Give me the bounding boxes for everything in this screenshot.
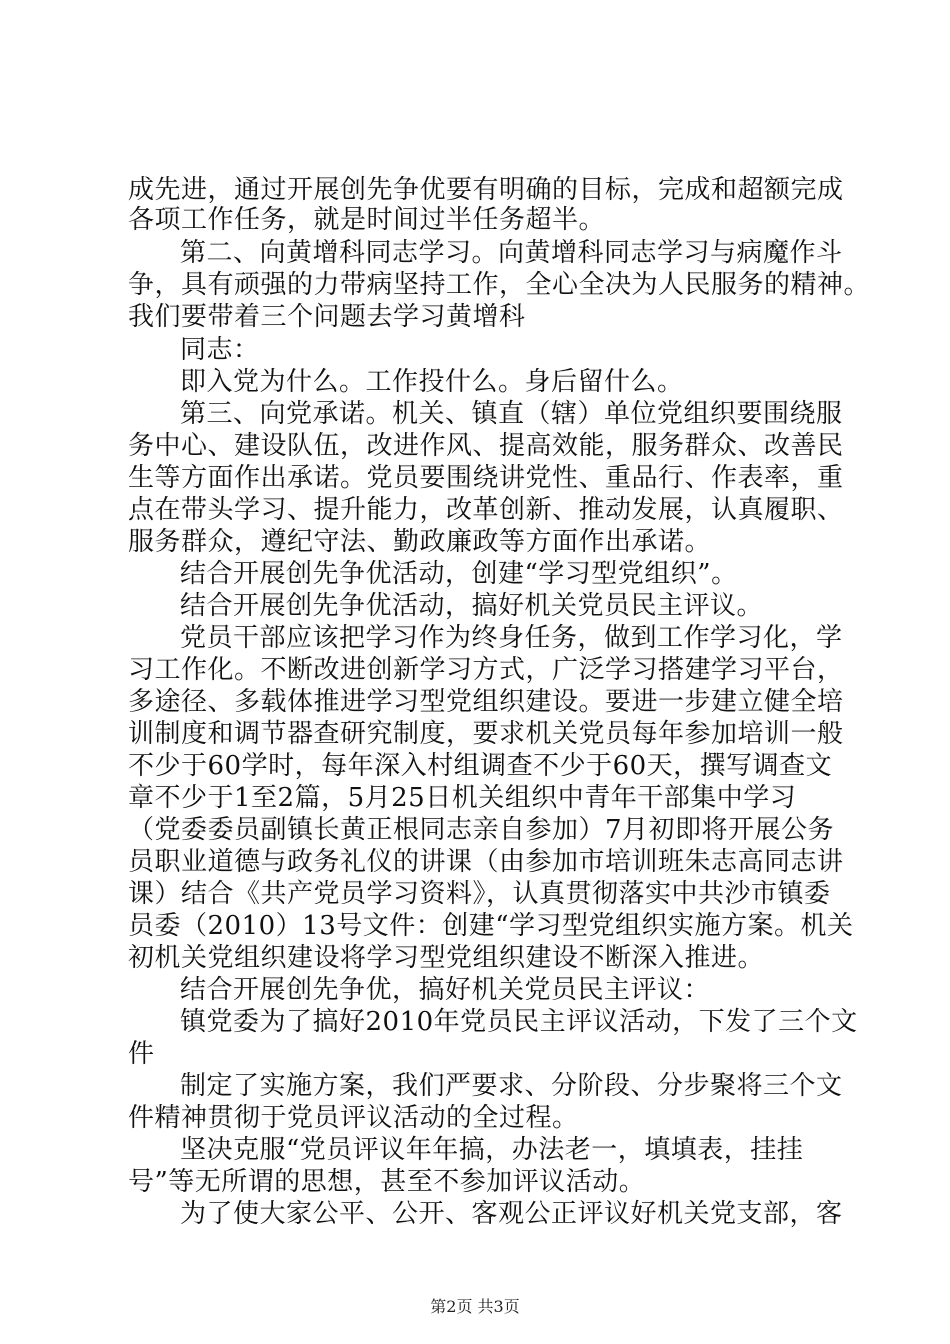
text-line: 生等方面作出承诺。党员要围绕讲党性、重品行、作表率，重 — [128, 463, 844, 493]
text-line: 不少于60学时，每年深入村组调查不少于60天，撰写调查文 — [128, 751, 833, 781]
text-line: （党委委员副镇长黄正根同志亲自参加）7月初即将开展公务 — [128, 815, 835, 845]
text-line: 员委（2010）13号文件：创建“学习型党组织实施方案。机关 — [128, 911, 854, 941]
text-line: 我们要带着三个问题去学习黄增科 — [128, 302, 526, 332]
text-line: 章不少于1至2篇，5月25日机关组织中青年干部集中学习 — [128, 783, 797, 813]
text-line: 号”等无所谓的思想，甚至不参加评议活动。 — [128, 1167, 646, 1197]
text-line: 多途径、多载体推进学习型党组织建设。要进一步建立健全培 — [128, 687, 844, 717]
text-line: 即入党为什么。工作投什么。身后留什么。 — [180, 367, 684, 397]
text-line: 务中心、建设队伍，改进作风、提高效能，服务群众、改善民 — [128, 431, 844, 461]
text-line: 各项工作任务，就是时间过半任务超半。 — [128, 205, 606, 235]
text-line: 件精神贯彻于党员评议活动的全过程。 — [128, 1103, 579, 1133]
text-line: 习工作化。不断改进创新学习方式，广泛学习搭建学习平台， — [128, 655, 844, 685]
text-line: 成先进，通过开展创先争优要有明确的目标，完成和超额完成 — [128, 175, 844, 205]
text-line: 件 — [128, 1039, 155, 1069]
text-line: 为了使大家公平、公开、客观公正评议好机关党支部，客 — [180, 1199, 843, 1229]
text-line: 结合开展创先争优活动，搞好机关党员民主评议。 — [180, 591, 764, 621]
page-number-footer: 第2页 共3页 — [430, 1297, 520, 1316]
text-line: 服务群众，遵纪守法、勤政廉政等方面作出承诺。 — [128, 527, 712, 557]
text-line: 制定了实施方案，我们严要求、分阶段、分步聚将三个文 — [180, 1071, 843, 1101]
text-line: 同志： — [180, 335, 260, 365]
text-line: 结合开展创先争优，搞好机关党员民主评议： — [180, 975, 711, 1005]
text-line: 课）结合《共产党员学习资料》，认真贯彻落实中共沙市镇委 — [128, 879, 831, 909]
text-line: 员职业道德与政务礼仪的讲课（由参加市培训班朱志高同志讲 — [128, 847, 844, 877]
text-line: 结合开展创先争优活动，创建“学习型党组织”。 — [180, 559, 738, 589]
text-line: 镇党委为了搞好2010年党员民主评议活动，下发了三个文 — [180, 1007, 858, 1037]
text-line: 点在带头学习、提升能力，改革创新、推动发展，认真履职、 — [128, 495, 844, 525]
text-line: 训制度和调节器查研究制度，要求机关党员每年参加培训一般 — [128, 719, 844, 749]
text-line: 初机关党组织建设将学习型党组织建设不断深入推进。 — [128, 943, 765, 973]
text-line: 坚决克服“党员评议年年搞，办法老一，填填表，挂挂 — [180, 1135, 804, 1165]
text-line: 争，具有顽强的力带病坚持工作，全心全决为人民服务的精神。 — [128, 270, 871, 300]
text-line: 第三、向党承诺。机关、镇直（辖）单位党组织要围绕服 — [180, 399, 843, 429]
text-line: 第二、向黄增科同志学习。向黄增科同志学习与病魔作斗 — [180, 238, 843, 268]
text-line: 党员干部应该把学习作为终身任务，做到工作学习化，学 — [180, 623, 843, 653]
